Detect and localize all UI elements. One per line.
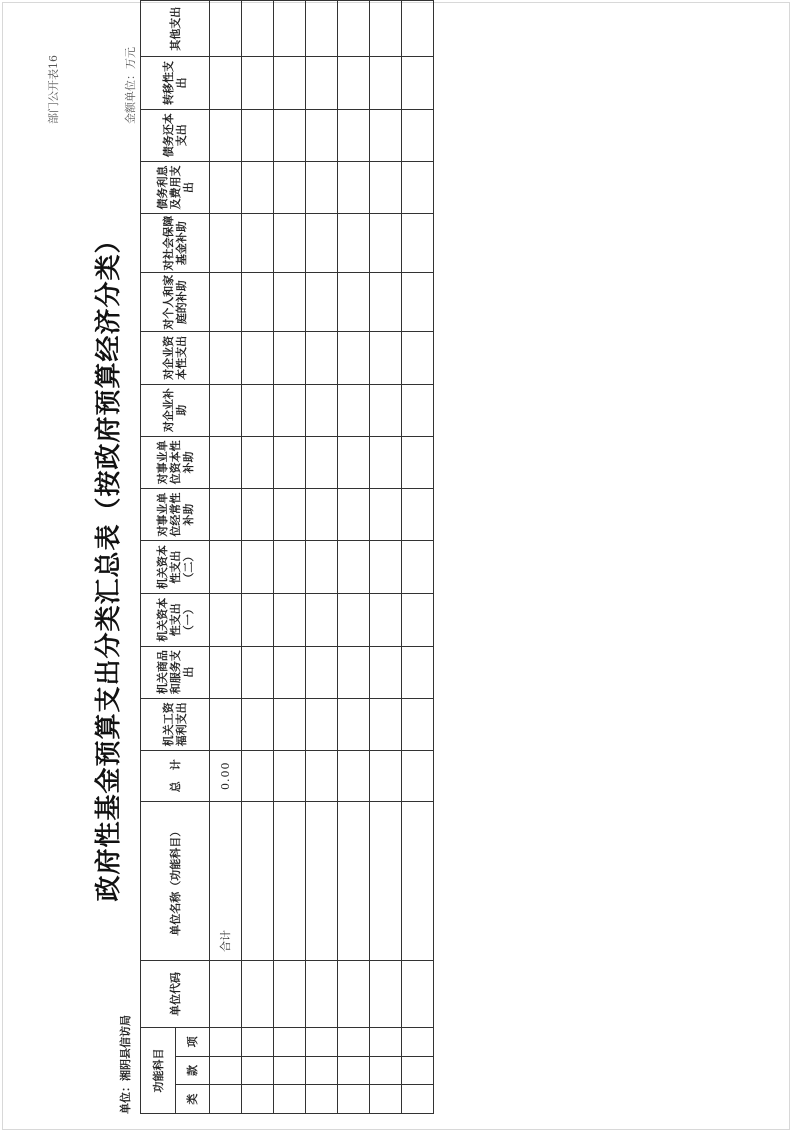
cell [210, 593, 242, 646]
cell-kuan [242, 1056, 274, 1085]
cell [242, 541, 274, 594]
cell [274, 109, 306, 161]
cell-total [338, 750, 370, 801]
header-salary-welfare: 机关工资福利支出 [141, 698, 210, 750]
cell-kuan [210, 1056, 242, 1085]
cell-code [402, 961, 434, 1028]
header-unit-name: 单位名称（功能科目） [141, 801, 210, 960]
cell-name [306, 801, 338, 960]
cell [242, 1, 274, 57]
cell [338, 57, 370, 109]
cell [370, 57, 402, 109]
cell [306, 384, 338, 436]
cell [274, 541, 306, 594]
cell [402, 541, 434, 594]
header-capital-one: 机关资本性支出（一） [141, 593, 210, 646]
cell-total [402, 750, 434, 801]
cell-name [370, 801, 402, 960]
cell [402, 489, 434, 541]
header-function-subject: 功能科目 [141, 1027, 176, 1113]
cell [274, 161, 306, 213]
cell [242, 161, 274, 213]
cell-xiang [370, 1027, 402, 1056]
cell [402, 1, 434, 57]
cell [274, 273, 306, 332]
header-enterprise-subsidy: 对企业补助 [141, 384, 210, 436]
cell [338, 384, 370, 436]
cell [274, 436, 306, 488]
cell [210, 436, 242, 488]
cell [274, 384, 306, 436]
cell-lei [274, 1085, 306, 1114]
cell-lei [306, 1085, 338, 1114]
cell [338, 436, 370, 488]
header-debt-principal: 债务还本支出 [141, 109, 210, 161]
cell [274, 698, 306, 750]
cell [338, 489, 370, 541]
form-number: 部门公开表16 [47, 55, 60, 124]
cell [274, 593, 306, 646]
cell [306, 161, 338, 213]
cell-xiang [306, 1027, 338, 1056]
cell [242, 698, 274, 750]
header-goods-services: 机关商品和服务支出 [141, 646, 210, 698]
cell-xiang [242, 1027, 274, 1056]
cell-total [242, 750, 274, 801]
cell [402, 384, 434, 436]
table-row [306, 1, 338, 1114]
cell [306, 1, 338, 57]
cell [274, 214, 306, 273]
header-enterprise-capital: 对企业资本性支出 [141, 332, 210, 384]
cell-code [274, 961, 306, 1028]
cell [306, 436, 338, 488]
cell [338, 646, 370, 698]
cell [210, 489, 242, 541]
expenditure-table [140, 0, 434, 1114]
cell-code [242, 961, 274, 1028]
cell-lei [210, 1085, 242, 1114]
cell-kuan [274, 1056, 306, 1085]
unit-label: 单位：湘阴县信访局 [119, 1015, 132, 1114]
cell [402, 273, 434, 332]
header-total: 总 计 [141, 750, 210, 801]
cell [242, 332, 274, 384]
cell [402, 214, 434, 273]
cell [370, 161, 402, 213]
cell [370, 384, 402, 436]
cell-code [210, 961, 242, 1028]
cell [306, 57, 338, 109]
cell-xiang [210, 1027, 242, 1056]
cell [242, 593, 274, 646]
cell [338, 1, 370, 57]
header-other: 其他支出 [141, 1, 210, 57]
cell [402, 698, 434, 750]
cell [402, 332, 434, 384]
cell [402, 593, 434, 646]
cell [242, 489, 274, 541]
cell-total [370, 750, 402, 801]
cell-total: 0.00 [210, 750, 242, 801]
cell [370, 489, 402, 541]
cell-xiang [338, 1027, 370, 1056]
cell [306, 698, 338, 750]
cell [210, 384, 242, 436]
money-unit-label: 金额单位：万元 [124, 47, 137, 124]
cell [306, 273, 338, 332]
header-institution-capital: 对事业单位资本性补助 [141, 436, 210, 488]
cell [210, 646, 242, 698]
cell [306, 109, 338, 161]
header-social-security-fund: 对社会保障基金补助 [141, 214, 210, 273]
cell-name [338, 801, 370, 960]
table-row [338, 1, 370, 1114]
cell [370, 332, 402, 384]
cell [210, 161, 242, 213]
cell [242, 273, 274, 332]
cell [338, 698, 370, 750]
table-row [274, 1, 306, 1114]
cell [274, 1, 306, 57]
cell [402, 161, 434, 213]
cell [338, 541, 370, 594]
cell [402, 436, 434, 488]
cell [402, 57, 434, 109]
cell-xiang [274, 1027, 306, 1056]
cell-kuan [338, 1056, 370, 1085]
cell [338, 161, 370, 213]
cell-code [306, 961, 338, 1028]
cell [274, 57, 306, 109]
cell-code [338, 961, 370, 1028]
cell-name [402, 801, 434, 960]
header-kuan: 款 [176, 1056, 210, 1085]
cell-total [274, 750, 306, 801]
cell [338, 109, 370, 161]
header-unit-code: 单位代码 [141, 961, 210, 1028]
cell [370, 436, 402, 488]
cell [306, 646, 338, 698]
header-xiang: 项 [176, 1027, 210, 1056]
cell-name [242, 801, 274, 960]
cell [370, 1, 402, 57]
header-capital-two: 机关资本性支出（二） [141, 541, 210, 594]
cell [210, 109, 242, 161]
cell [210, 332, 242, 384]
cell [242, 109, 274, 161]
cell [210, 1, 242, 57]
header-lei: 类 [176, 1085, 210, 1114]
page-title: 政府性基金预算支出分类汇总表（按政府预算经济分类） [94, 226, 124, 902]
table-row [370, 1, 402, 1114]
cell [210, 273, 242, 332]
cell [274, 489, 306, 541]
cell [370, 273, 402, 332]
cell-kuan [402, 1056, 434, 1085]
cell [402, 109, 434, 161]
cell [338, 214, 370, 273]
cell [306, 214, 338, 273]
cell-lei [338, 1085, 370, 1114]
cell [402, 646, 434, 698]
cell [338, 593, 370, 646]
cell [274, 646, 306, 698]
cell-lei [370, 1085, 402, 1114]
cell [242, 57, 274, 109]
cell [306, 489, 338, 541]
cell [370, 214, 402, 273]
cell [370, 541, 402, 594]
table-row [402, 1, 434, 1114]
cell [274, 332, 306, 384]
cell-xiang [402, 1027, 434, 1056]
cell [370, 593, 402, 646]
header-debt-interest: 债务利息及费用支出 [141, 161, 210, 213]
cell [306, 593, 338, 646]
cell [210, 214, 242, 273]
cell [370, 646, 402, 698]
cell [210, 541, 242, 594]
cell-lei [242, 1085, 274, 1114]
cell [338, 273, 370, 332]
cell [242, 214, 274, 273]
cell-code [370, 961, 402, 1028]
cell [242, 646, 274, 698]
cell-kuan [370, 1056, 402, 1085]
cell-name: 合计 [210, 801, 242, 960]
header-institution-recurring: 对事业单位经常性补助 [141, 489, 210, 541]
cell [338, 332, 370, 384]
cell [370, 698, 402, 750]
table-row [210, 1, 242, 1114]
cell [306, 332, 338, 384]
cell [306, 541, 338, 594]
cell [210, 698, 242, 750]
cell-kuan [306, 1056, 338, 1085]
cell [370, 109, 402, 161]
cell [242, 384, 274, 436]
header-household-subsidy: 对个人和家庭的补助 [141, 273, 210, 332]
cell [210, 57, 242, 109]
header-transfer: 转移性支出 [141, 57, 210, 109]
cell-total [306, 750, 338, 801]
table-row [242, 1, 274, 1114]
cell-name [274, 801, 306, 960]
cell [242, 436, 274, 488]
cell-lei [402, 1085, 434, 1114]
